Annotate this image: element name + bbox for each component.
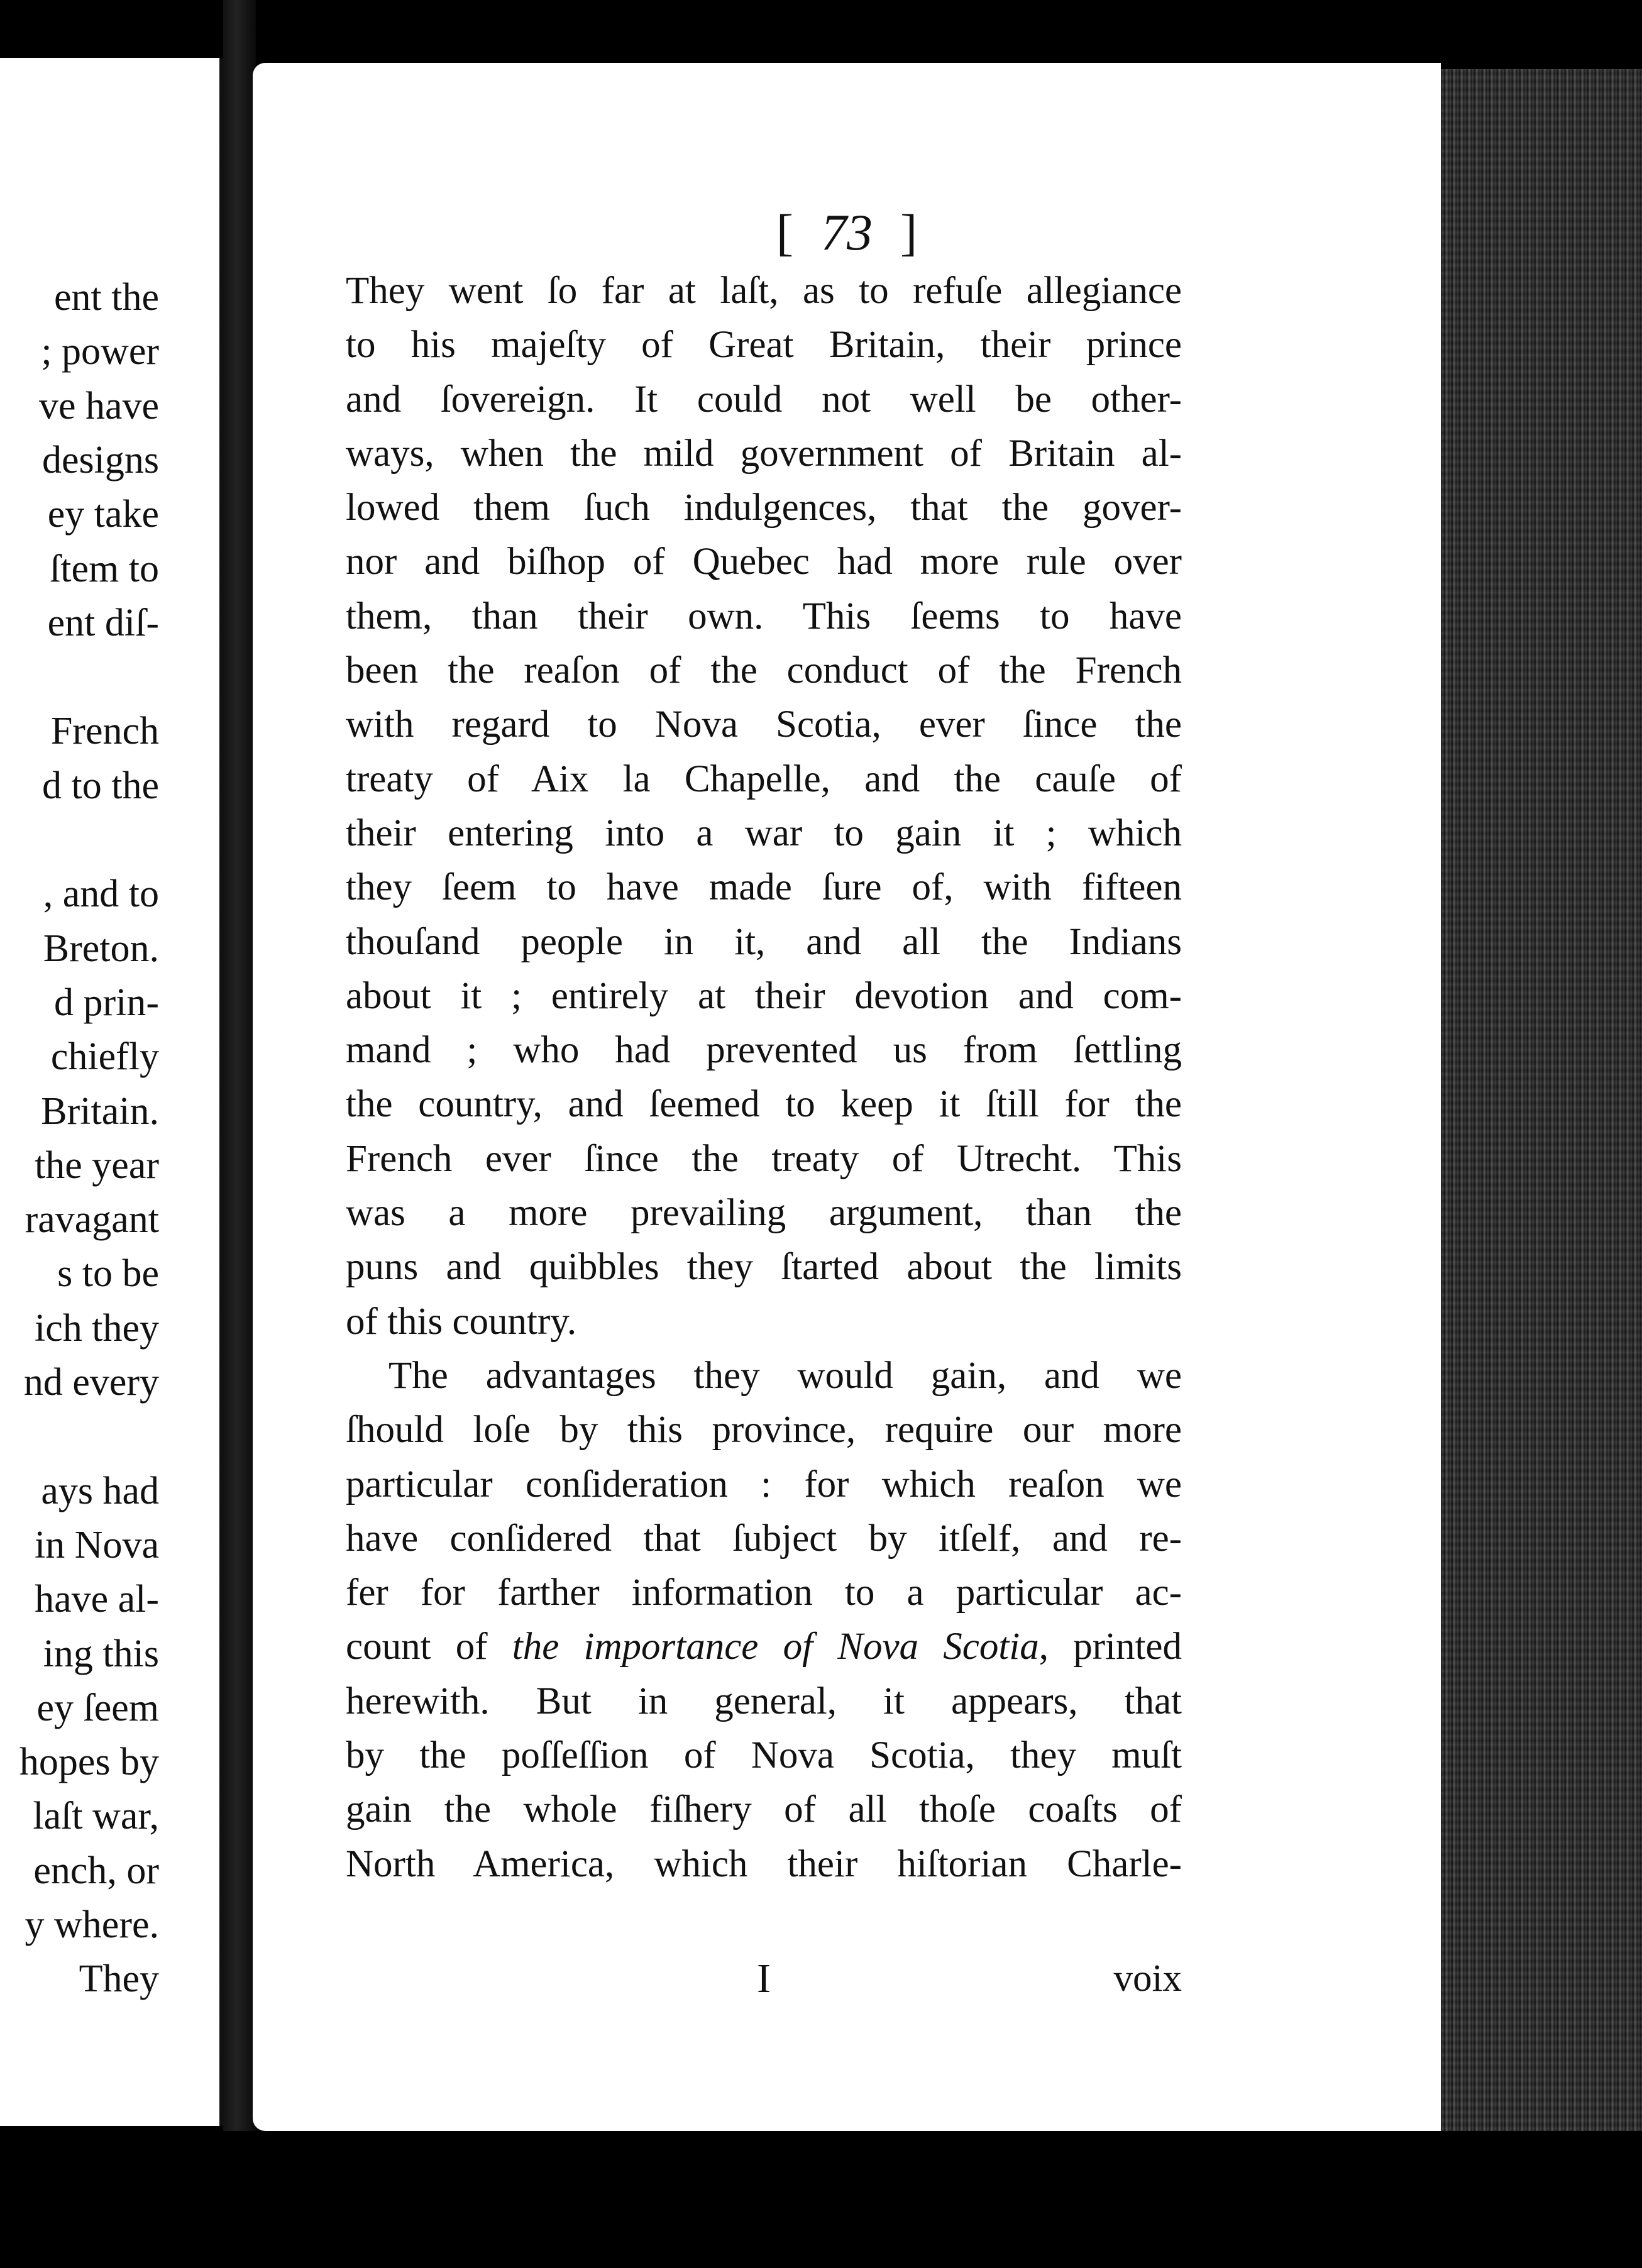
text-line: treaty of Aix la Chapelle, and the cauſe of [346,757,1182,800]
facing-page-left [0,58,223,2126]
text-line: puns and quibbles they ſtarted about the limits [346,1246,1182,1289]
text-line [346,1620,1182,1674]
text-line: their entering into a war to gain it ; which [346,812,1182,854]
page-footer [346,1952,1182,2006]
left-page-line: laſt war, [33,1795,159,1838]
left-page-line: hopes by [19,1741,159,1784]
left-page-line: ; power [41,330,159,373]
text-line: about it ; entirely at their devotion and com- [346,974,1182,1017]
text-line: the country, and ſeemed to keep it ſtill for the [346,1083,1182,1126]
text-line: to his majeſty of Great Britain, their prince [346,324,1182,366]
text-line: gain the whole fiſhery of all thoſe coaſts of [346,1788,1182,1831]
left-page-line: They [79,1957,159,2001]
page-block-edge [1441,69,1642,2219]
text-line: They went ſo far at laſt, as to refuſe allegiance [346,270,1182,312]
text-line: by the poſſeſſion of Nova Scotia, they muſt [346,1734,1182,1777]
text-line: was a more prevailing argument, than the [346,1192,1182,1235]
left-page-line: Breton. [43,927,159,970]
left-page-line: in Nova [34,1523,159,1566]
left-page-line: y where. [25,1903,159,1946]
left-page-line: d prin- [53,981,159,1024]
text-line: of this country. [346,1300,577,1343]
header-close-bracket: ] [900,204,918,261]
left-page-line: ent the [54,276,159,319]
book-gutter [223,0,256,2268]
page-number: 73 [821,204,873,261]
signature-mark: I [757,1956,771,2001]
left-page-line: designs [42,438,159,482]
left-page-line: nd every [23,1361,159,1404]
header-open-bracket: [ [776,204,793,261]
text-line: particular conſideration : for which reaſon we [346,1463,1182,1506]
left-page-line: ey ſeem [36,1686,159,1729]
text-line: mand ; who had prevented us from ſettling [346,1029,1182,1072]
left-page-line: ich they [35,1306,159,1350]
left-page-line: chiefly [50,1035,159,1079]
text-line: herewith. But in general, it appears, that [346,1680,1182,1722]
text-line: with regard to Nova Scotia, ever ſince the [346,703,1182,746]
left-page-line: ve have [38,384,159,427]
text-line: been the reaſon of the conduct of the French [346,649,1182,692]
book-page [253,63,1441,2131]
text-line: and ſovereign. It could not well be other- [346,378,1182,421]
text-segment: count of [346,1626,512,1668]
left-page-line: d to the [42,764,159,807]
left-page-line: French [50,710,159,753]
text-line: French ever ſince the treaty of Utrecht. This [346,1137,1182,1180]
page-header [253,204,1441,261]
left-page-line: ravagant [25,1198,159,1241]
left-page-line: the year [35,1143,159,1187]
left-page-line: ays had [41,1469,159,1512]
left-page-line: Britain. [41,1089,159,1133]
text-line: nor and biſhop of Quebec had more rule over [346,541,1182,583]
left-page-line: ent diſ- [47,601,159,644]
left-page-line: , and to [43,873,159,916]
text-line: lowed them ſuch indulgences, that the gover- [346,487,1182,529]
text-line: The advantages they would gain, and we [388,1354,1182,1397]
text-line: fer for farther information to a particular ac- [346,1572,1182,1614]
scan-bottom-border [0,2131,1642,2268]
text-line: North America, which their hiſtorian Charle- [346,1842,1182,1885]
left-page-line: s to be [57,1252,159,1296]
left-page-line: ench, or [33,1849,159,1892]
text-line: they ſeem to have made ſure of, with fifteen [346,866,1182,909]
catchword: voix [1113,1957,1182,2000]
italic-title: the importance of Nova Scotia [512,1626,1039,1668]
text-line: ſhould loſe by this province, require our more [346,1409,1182,1451]
left-page-line: ing this [43,1632,159,1675]
text-line: them, than their own. This ſeems to have [346,595,1182,637]
text-line: have conſidered that ſubject by itſelf, and re- [346,1517,1182,1560]
text-line: ways, when the mild government of Britain al- [346,432,1182,475]
left-page-line: have al- [35,1578,159,1621]
page-body-text [346,264,1182,1891]
left-page-line: ey take [47,493,159,536]
left-page-line: ſtem to [50,547,159,590]
text-line: thouſand people in it, and all the Indians [346,920,1182,963]
text-segment: , printed [1039,1626,1182,1668]
